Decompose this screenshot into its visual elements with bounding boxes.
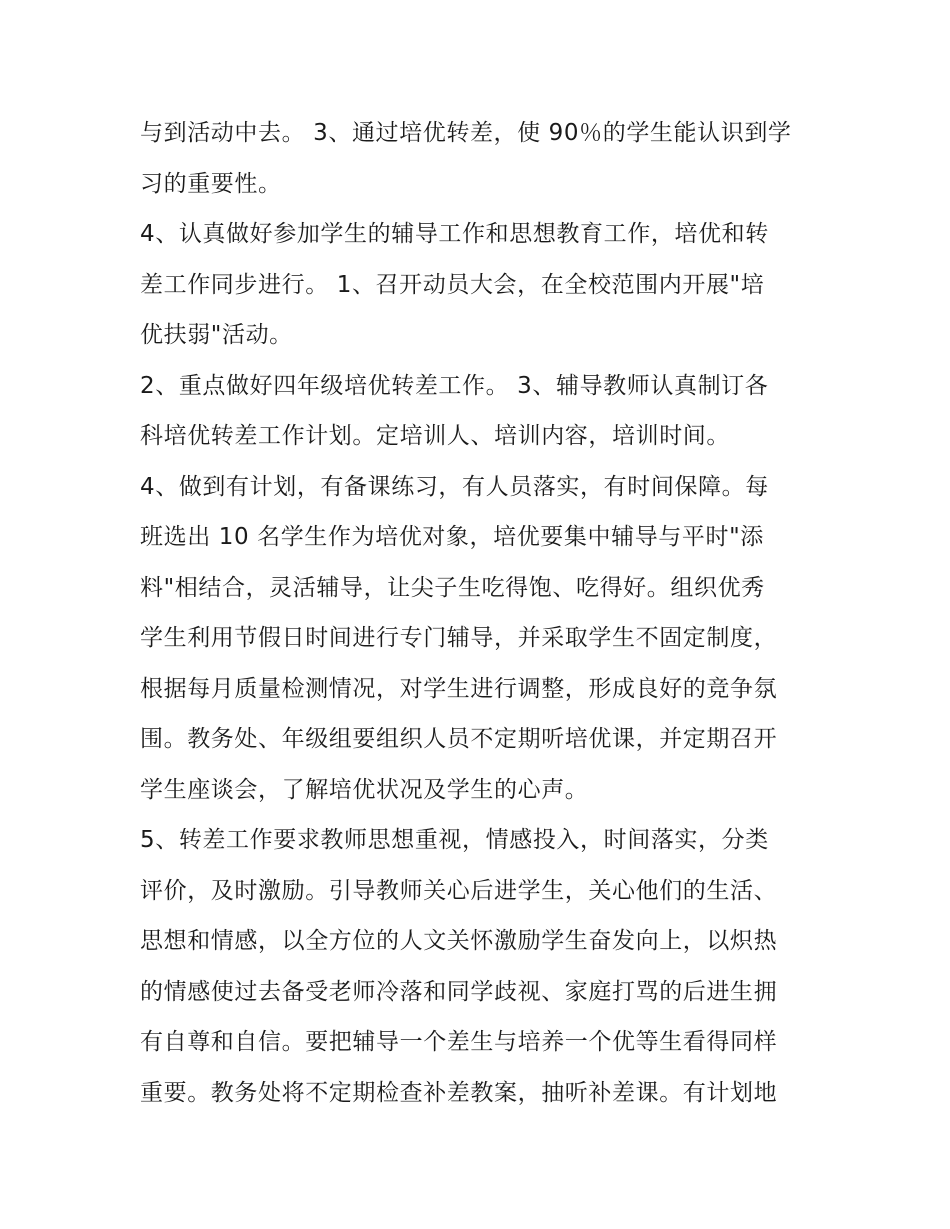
- text-line: 2、重点做好四年级培优转差工作。 3、辅导教师认真制订各: [140, 372, 769, 399]
- text-line: 思想和情感，以全方位的人文关怀激励学生奋发向上，以炽热: [140, 928, 778, 954]
- text-line: 4、做到有计划，有备课练习，有人员落实，有时间保障。每: [140, 473, 769, 500]
- text-line: 有自尊和自信。要把辅导一个差生与培养一个优等生看得同样: [140, 1029, 778, 1055]
- text-line: 差工作同步进行。 1、召开动员大会，在全校范围内开展"培: [140, 271, 765, 298]
- text-line: 班选出 10 名学生作为培优对象，培优要集中辅导与平时"添: [140, 524, 764, 550]
- text-line: 评价，及时激励。引导教师关心后进学生，关心他们的生活、: [140, 877, 778, 904]
- text-line: 围。教务处、年级组要组织人员不定期听培优课，并定期召开: [140, 726, 778, 752]
- text-line: 学生座谈会，了解培优状况及学生的心声。: [140, 776, 589, 803]
- text-line: 根据每月质量检测情况，对学生进行调整，形成良好的竞争氛: [140, 675, 778, 702]
- text-line: 料"相结合，灵活辅导，让尖子生吃得饱、吃得好。组织优秀: [140, 574, 765, 601]
- text-line: 的情感使过去备受老师冷落和同学歧视、家庭打骂的后进生拥: [140, 978, 778, 1005]
- text-line: 科培优转差工作计划。定培训人、培训内容，培训时间。: [140, 423, 730, 449]
- text-line: 学生利用节假日时间进行专门辅导，并采取学生不固定制度，: [140, 625, 778, 651]
- text-line: 重要。教务处将不定期检查补差教案，抽听补差课。有计划地: [140, 1079, 778, 1106]
- text-line: 优扶弱"活动。: [140, 322, 293, 348]
- text-line: 4、认真做好参加学生的辅导工作和思想教育工作，培优和转: [140, 221, 769, 247]
- body-text: [140, 108, 820, 1118]
- text-line: 5、转差工作要求教师思想重视，情感投入，时间落实，分类: [140, 827, 769, 853]
- text-line: 习的重要性。: [140, 170, 282, 197]
- text-line: 与到活动中去。 3、通过培优转差，使 90％的学生能认识到学: [140, 120, 792, 146]
